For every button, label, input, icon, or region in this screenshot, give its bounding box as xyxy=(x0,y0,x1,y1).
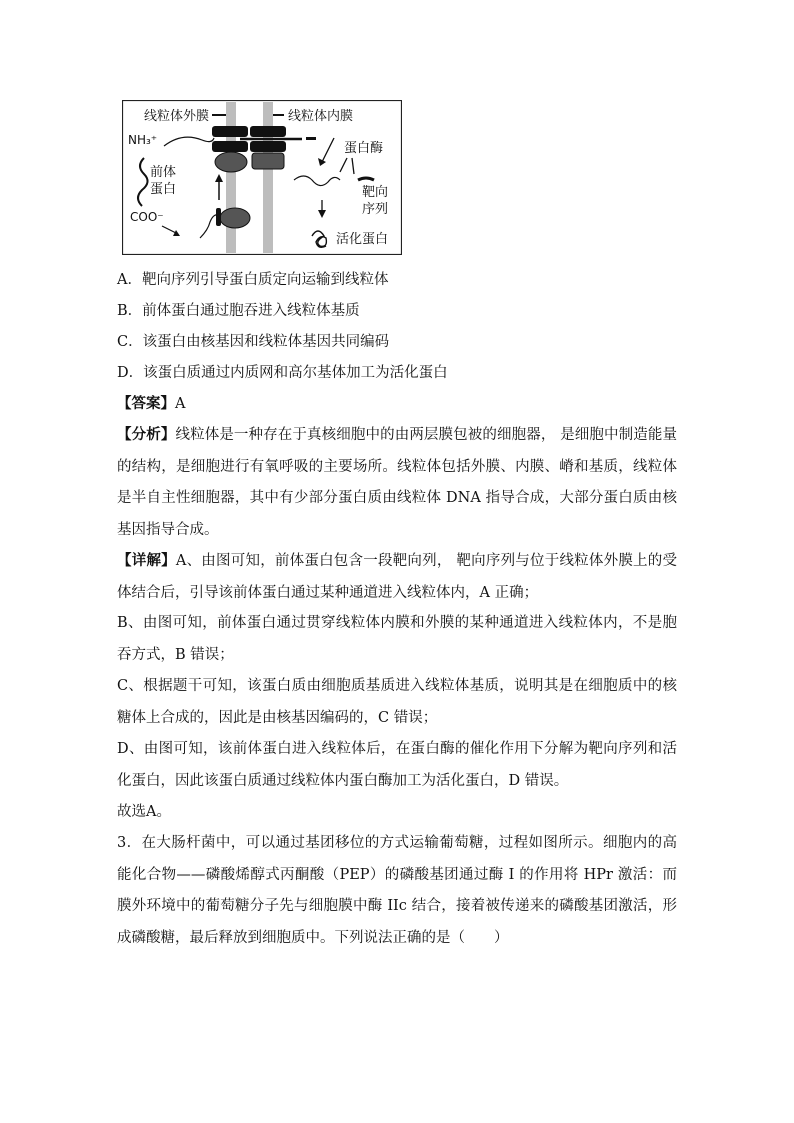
detail-label: 【详解】 xyxy=(117,552,176,569)
detail-c-paragraph: C、根据题干可知，该蛋白质由细胞质基质进入线粒体基质，说明其是在细胞质中的核糖体上合成的，因此是由核基因编码的，C 错误； xyxy=(117,678,677,726)
analysis-text: 线粒体是一种存在于真核细胞中的由两层膜包被的细胞器， 是细胞中制造能量的结构，是细胞进行有氧呼吸的主要场所。线粒体包括外膜、内膜、嵴和基质，线粒体是半自主性细胞器，其中有少部分蛋白质由线粒体 DNA 指导合成，大部分蛋白质由核基因指导合成。 xyxy=(117,427,678,538)
target-label-2: 序列 xyxy=(362,202,389,217)
outer-membrane-label: 线粒体外膜 xyxy=(144,109,210,124)
detail-b-paragraph: B、由图可知，前体蛋白通过贯穿线粒体内膜和外膜的某种通道进入线粒体内，不是胞吞方式，B 错误； xyxy=(117,615,677,663)
analysis-label: 【分析】 xyxy=(117,426,176,443)
protease-label: 蛋白酶 xyxy=(344,141,384,156)
active-protein-label: 活化蛋白 xyxy=(336,232,389,247)
target-label-1: 靶向 xyxy=(362,185,389,200)
detail-d-paragraph: D、由图可知，该前体蛋白进入线粒体后，在蛋白酶的催化作用下分解为靶向序列和活化蛋白，因此该蛋白质通过线粒体内蛋白酶加工为活化蛋白，D 错误。 xyxy=(117,741,677,789)
answer-label: 【答案】 xyxy=(117,395,175,412)
option-c: C．该蛋白由核基因和线粒体基因共同编码 xyxy=(117,334,390,350)
answer xyxy=(117,394,185,414)
mitochondria-protein-import-figure xyxy=(122,100,402,255)
outer-membrane-bar xyxy=(226,102,236,253)
inner-membrane-bar xyxy=(263,102,273,253)
detail-a-text: A、由图可知，前体蛋白包含一段靶向列， 靶向序列与位于线粒体外膜上的受体结合后，引导该前体蛋白通过某种通道进入线粒体内，A 正确； xyxy=(117,553,678,601)
precursor-label-2: 蛋白 xyxy=(150,182,177,197)
conclusion: 故选A。 xyxy=(117,804,171,820)
detail-a-paragraph xyxy=(117,545,677,609)
coo-label: COO⁻ xyxy=(130,210,164,224)
option-a: A．靶向序列引导蛋白质定向运输到线粒体 xyxy=(117,272,389,288)
option-d: D．该蛋白质通过内质网和高尔基体加工为活化蛋白 xyxy=(117,365,448,381)
analysis-paragraph xyxy=(117,419,677,546)
inner-membrane-label: 线粒体内膜 xyxy=(288,109,354,124)
nh3-label: NH₃⁺ xyxy=(128,133,158,147)
question-3: 3．在大肠杆菌中，可以通过基团移位的方式运输葡萄糖，过程如图所示。细胞内的高能化合物——磷酸烯醇式丙酮酸（PEP）的磷酸基团通过酶 I 的作用将 HPr 激活：而膜外环境中的葡萄糖分子先与细胞膜中酶 IIc 结合，接着被传递来的磷酸基团激活，形成磷酸糖，最后释放到细胞质中。下列说法正确的是（ ） xyxy=(117,835,677,946)
precursor-label-1: 前体 xyxy=(150,165,177,180)
answer-value: A xyxy=(175,396,186,412)
option-b: B．前体蛋白通过胞吞进入线粒体基质 xyxy=(117,303,360,319)
